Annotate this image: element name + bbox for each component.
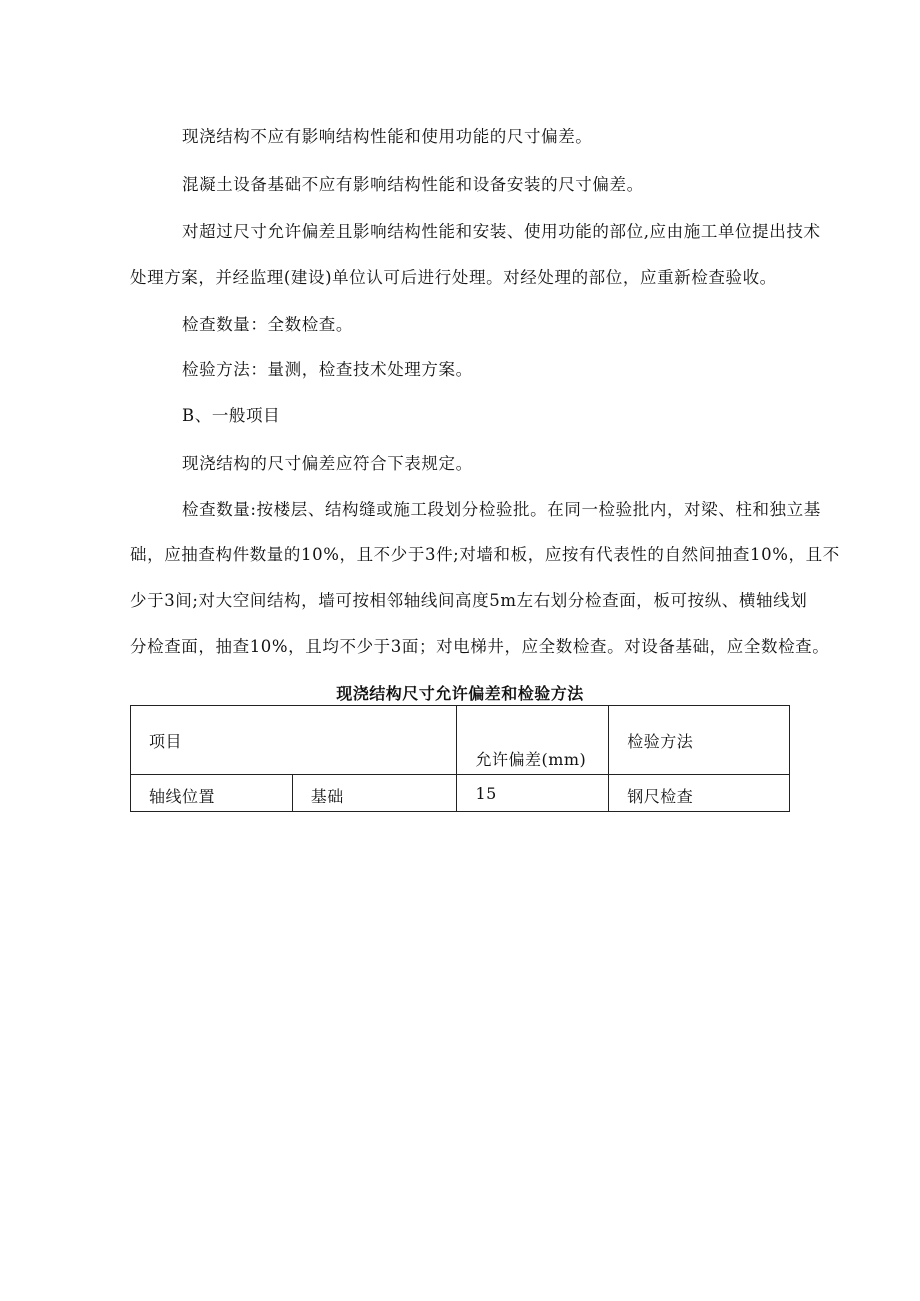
paragraph-3-line-1: 对超过尺寸允许偏差且影响结构性能和安装、使用功能的部位,应由施工单位提出技术: [182, 222, 821, 241]
table-caption: 现浇结构尺寸允许偏差和检验方法: [336, 684, 584, 703]
tolerance-table: [130, 705, 790, 812]
cell-item: 轴线位置: [131, 775, 293, 812]
paragraph-sampling-line-3: 少于3间;对大空间结构，墙可按相邻轴线间高度5m左右划分检查面，板可按纵、横轴线划: [130, 591, 808, 610]
cell-sub-item: 基础: [292, 775, 457, 812]
paragraph-check-method: 检验方法：量测，检查技术处理方案。: [182, 360, 473, 379]
header-item: 项目: [131, 706, 457, 775]
paragraph-sampling-line-2: 础，应抽查构件数量的10%，且不少于3件;对墙和板，应按有代表性的自然间抽查10%，且不: [130, 545, 840, 564]
paragraph-check-quantity: 检查数量：全数检查。: [182, 315, 353, 334]
paragraph-sampling-line-1: 检查数量:按楼层、结构缝或施工段划分检验批。在同一检验批内，对梁、柱和独立基: [182, 500, 821, 519]
paragraph-table-reference: 现浇结构的尺寸偏差应符合下表规定。: [182, 454, 473, 473]
header-method: 检验方法: [609, 706, 790, 775]
table-row: [131, 775, 790, 812]
cell-tolerance: 15: [457, 775, 609, 812]
paragraph-1: 现浇结构不应有影响结构性能和使用功能的尺寸偏差。: [182, 127, 593, 146]
header-tolerance: 允许偏差(mm): [457, 706, 609, 775]
table-header-row: [131, 706, 790, 775]
paragraph-2: 混凝土设备基础不应有影响结构性能和设备安装的尺寸偏差。: [182, 175, 644, 194]
section-heading-general-items: B、一般项目: [182, 406, 281, 425]
cell-method: 钢尺检查: [609, 775, 790, 812]
paragraph-sampling-line-4: 分检查面，抽查10%，且均不少于3面；对电梯井，应全数检查。对设备基础，应全数检查。: [130, 637, 830, 656]
paragraph-3-line-2: 处理方案，并经监理(建设)单位认可后进行处理。对经处理的部位，应重新检查验收。: [130, 268, 777, 287]
